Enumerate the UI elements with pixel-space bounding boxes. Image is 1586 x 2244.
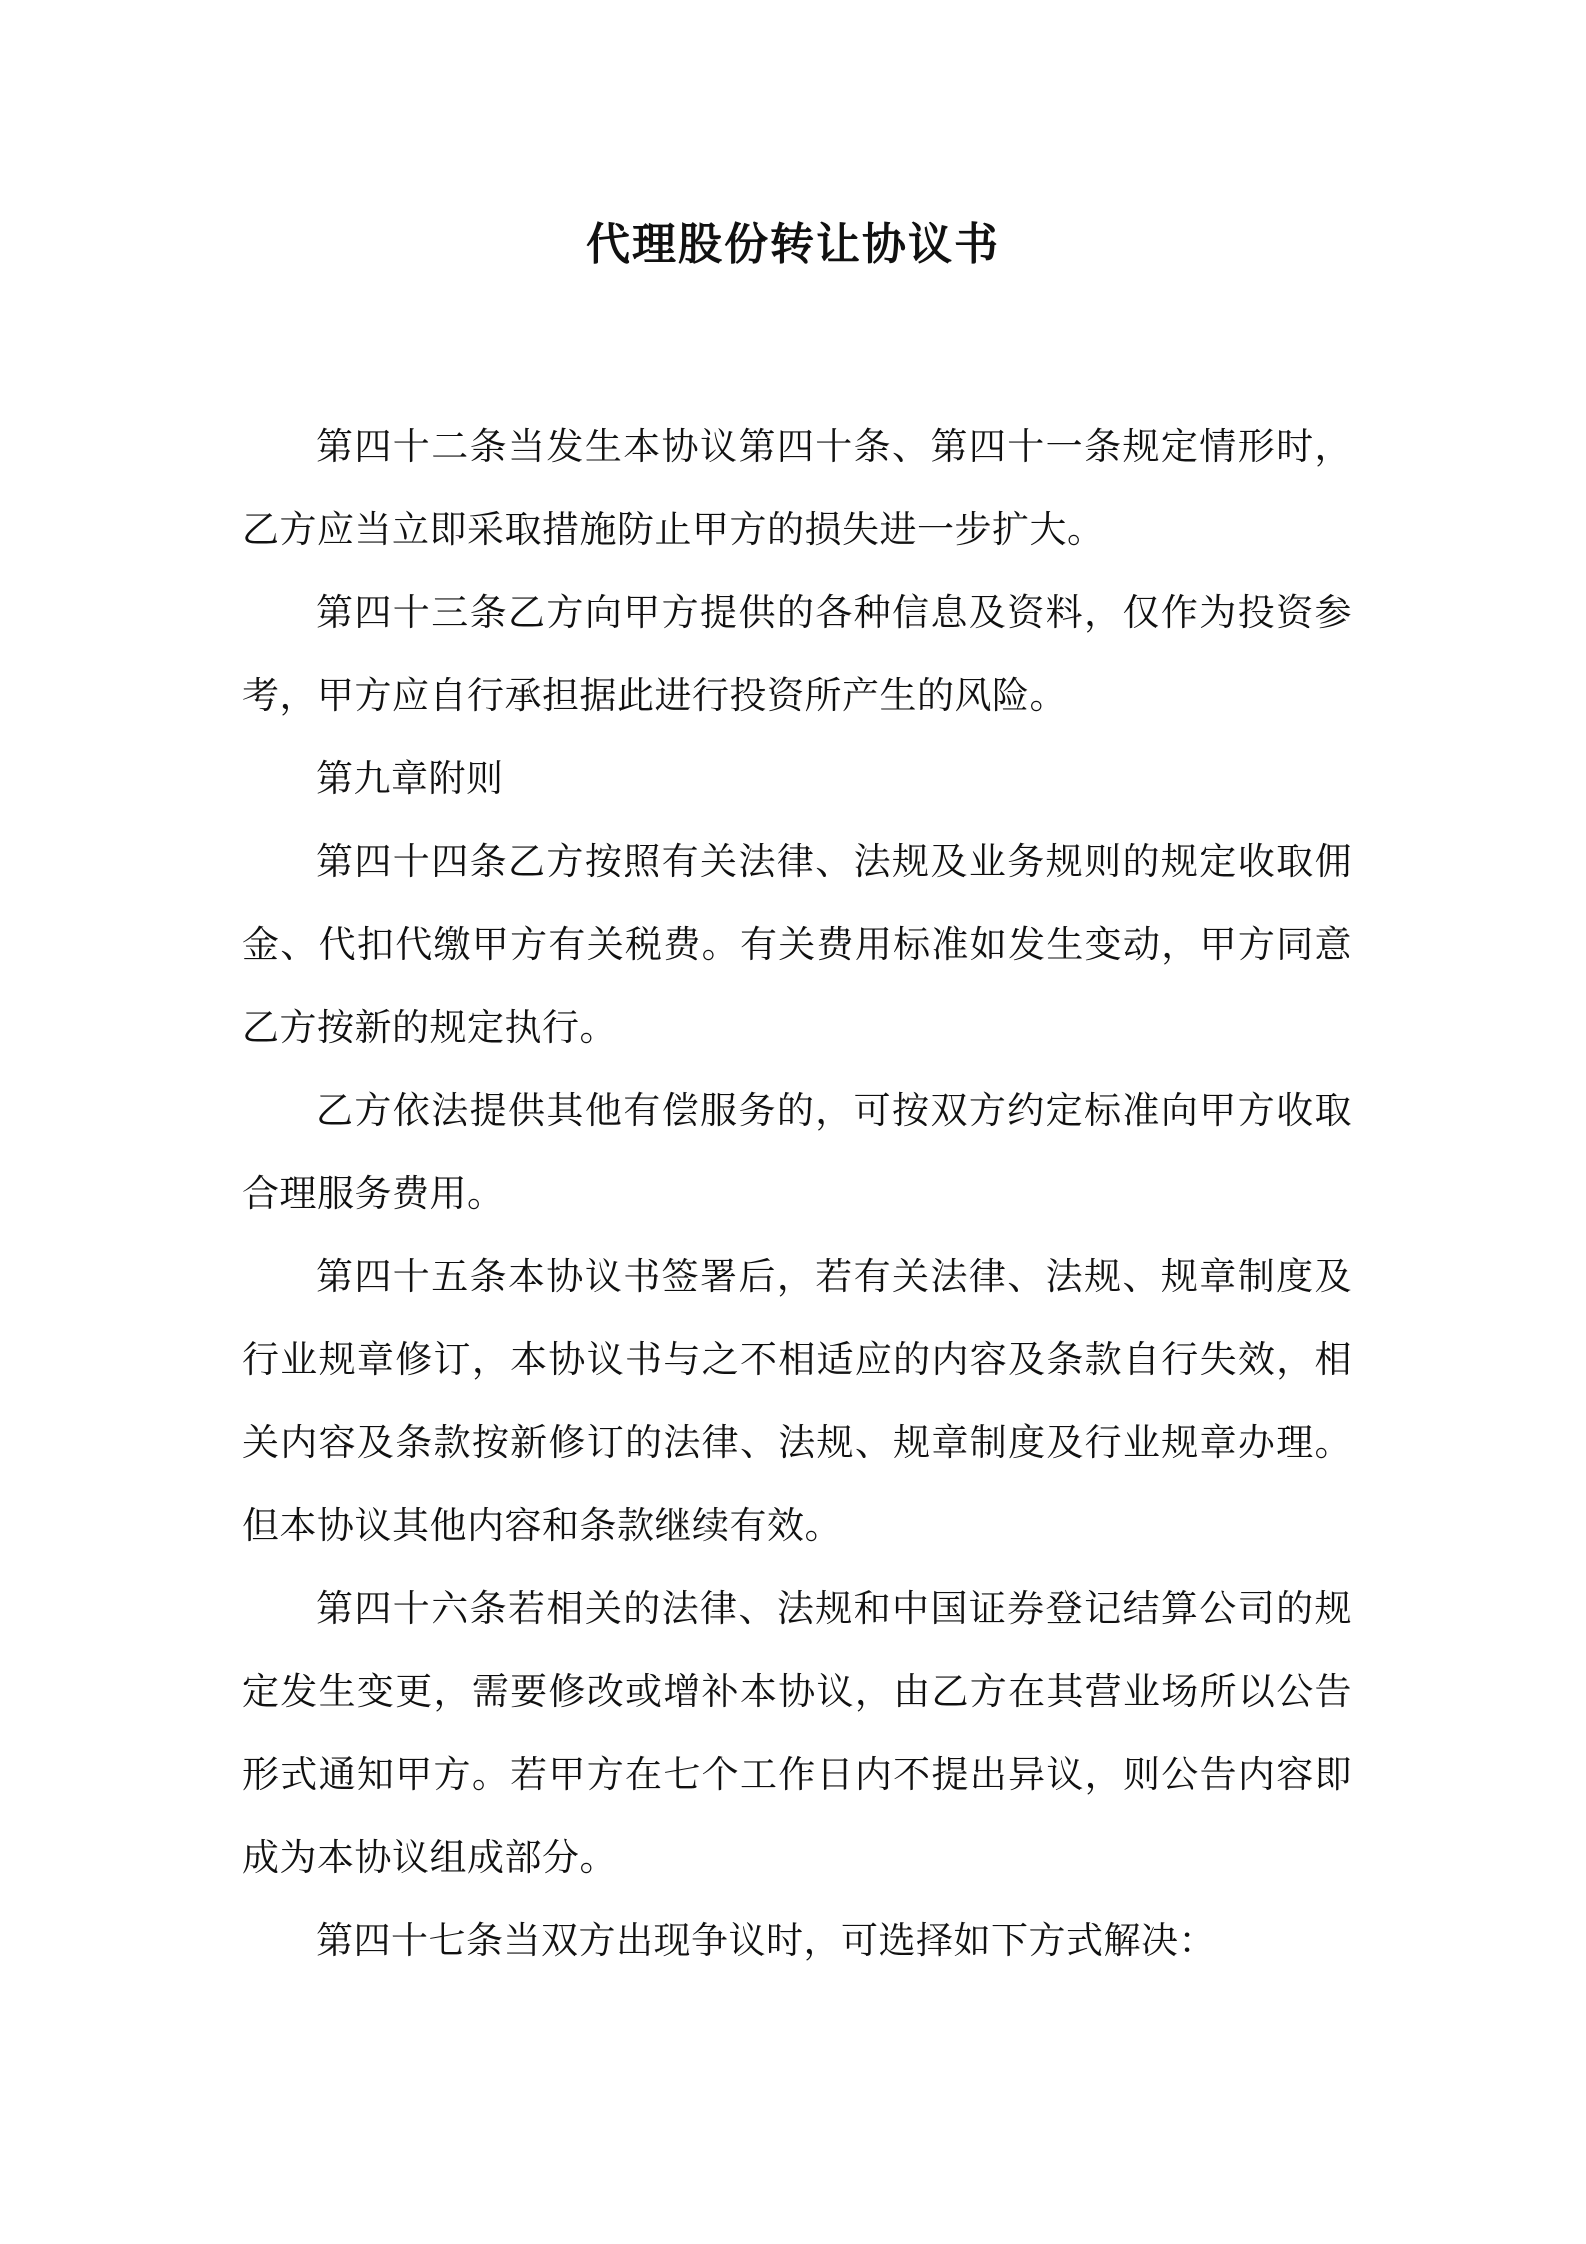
paid-services-paragraph: 乙方依法提供其他有偿服务的，可按双方约定标准向甲方收取合理服务费用。 (242, 1089, 1352, 1215)
article-43-paragraph: 第四十三条乙方向甲方提供的各种信息及资料，仅作为投资参考，甲方应自行承担据此进行投资所产生的风险。 (242, 591, 1352, 717)
article-45-paragraph: 第四十五条本协议书签署后，若有关法律、法规、规章制度及行业规章修订，本协议书与之不相适应的内容及条款自行失效，相关内容及条款按新修订的法律、法规、规章制度及行业规章办理。但本协议其他内容和条款继续有效。 (242, 1255, 1352, 1547)
chapter-9-heading: 第九章附则 (316, 757, 504, 800)
article-44-paragraph: 第四十四条乙方按照有关法律、法规及业务规则的规定收取佣金、代扣代缴甲方有关税费。有关费用标准如发生变动，甲方同意乙方按新的规定执行。 (242, 840, 1352, 1049)
article-46-paragraph: 第四十六条若相关的法律、法规和中国证券登记结算公司的规定发生变更，需要修改或增补本协议，由乙方在其营业场所以公告形式通知甲方。若甲方在七个工作日内不提出异议，则公告内容即成为本协议组成部分。 (242, 1587, 1352, 1879)
document-body (242, 405, 1352, 1982)
article-47-paragraph: 第四十七条当双方出现争议时，可选择如下方式解决： (316, 1919, 1216, 1962)
document-title: 代理股份转让协议书 (586, 219, 1000, 270)
article-42-paragraph: 第四十二条当发生本协议第四十条、第四十一条规定情形时，乙方应当立即采取措施防止甲方的损失进一步扩大。 (242, 425, 1352, 551)
